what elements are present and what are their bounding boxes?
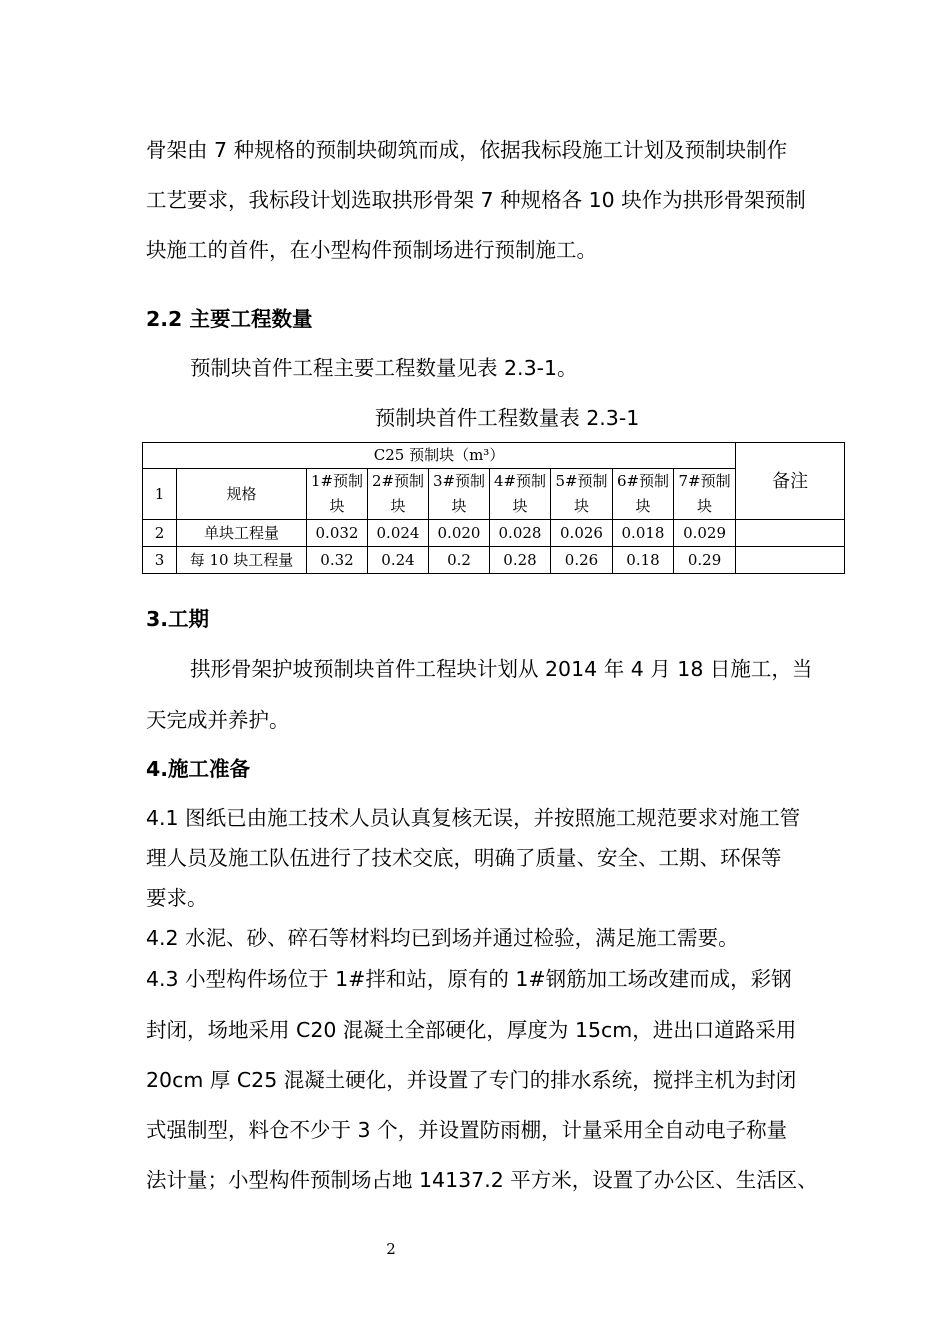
- value-cell: 0.024: [368, 520, 429, 547]
- remark-cell: [736, 520, 845, 547]
- body-text-line: 理人员及施工队伍进行了技术交底，明确了质量、安全、工期、环保等: [146, 846, 782, 870]
- column-header-cell: 7#预制块: [674, 469, 736, 520]
- section-intro-text: 预制块首件工程主要工程数量见表 2.3-1。: [190, 356, 578, 380]
- table-caption: 预制块首件工程数量表 2.3-1: [374, 406, 640, 430]
- value-cell: 0.029: [674, 520, 736, 547]
- value-cell: 0.018: [613, 520, 674, 547]
- value-cell: 0.032: [307, 520, 368, 547]
- section-heading-2-2: 2.2 主要工程数量: [146, 307, 313, 331]
- body-text-line: 式强制型，料仓不少于 3 个，并设置防雨棚，计量采用全自动电子称量: [146, 1118, 788, 1142]
- value-cell: 0.020: [429, 520, 490, 547]
- body-text-line: 4.2 水泥、砂、碎石等材料均已到场并通过检验，满足施工需要。: [146, 926, 739, 950]
- section-heading-3: 3.工期: [146, 607, 210, 631]
- spec-header-cell: 规格: [177, 469, 307, 520]
- value-cell: 0.2: [429, 547, 490, 574]
- value-cell: 0.29: [674, 547, 736, 574]
- remark-cell: [736, 547, 845, 574]
- body-text-line: 20cm 厚 C25 混凝土硬化，并设置了专门的排水系统，搅拌主机为封闭: [146, 1068, 797, 1092]
- value-cell: 0.32: [307, 547, 368, 574]
- body-text-line: 法计量；小型构件预制场占地 14137.2 平方米，设置了办公区、生活区、: [146, 1168, 818, 1192]
- quantity-table: [142, 442, 845, 574]
- body-text-line: 封闭，场地采用 C20 混凝土全部硬化，厚度为 15cm，进出口道路采用: [146, 1018, 797, 1042]
- remark-header-cell: 备注: [736, 443, 845, 520]
- value-cell: 0.026: [551, 520, 613, 547]
- row-label-cell: 单块工程量: [177, 520, 307, 547]
- body-text-line: 4.3 小型构件场位于 1#拌和站，原有的 1#钢筋加工场改建而成，彩钢: [146, 967, 792, 991]
- value-cell: 0.028: [490, 520, 551, 547]
- table-row: [143, 520, 845, 547]
- row-index-cell: 1: [143, 469, 177, 520]
- body-text-line: 工艺要求，我标段计划选取拱形骨架 7 种规格各 10 块作为拱形骨架预制: [146, 188, 806, 212]
- body-text-line: 4.1 图纸已由施工技术人员认真复核无误，并按照施工规范要求对施工管: [146, 806, 801, 830]
- value-cell: 0.26: [551, 547, 613, 574]
- row-index-cell: 2: [143, 520, 177, 547]
- group-header-cell: C25 预制块（m³）: [143, 443, 736, 469]
- body-text-line: 块施工的首件，在小型构件预制场进行预制施工。: [146, 238, 597, 262]
- page-number: 2: [386, 1240, 396, 1258]
- row-index-cell: 3: [143, 547, 177, 574]
- body-text-line: 骨架由 7 种规格的预制块砌筑而成，依据我标段施工计划及预制块制作: [146, 138, 788, 162]
- body-text-line: 要求。: [146, 886, 208, 910]
- value-cell: 0.24: [368, 547, 429, 574]
- value-cell: 0.28: [490, 547, 551, 574]
- body-text-line: 拱形骨架护坡预制块首件工程块计划从 2014 年 4 月 18 日施工，当: [190, 657, 813, 681]
- table-row: [143, 547, 845, 574]
- value-cell: 0.18: [613, 547, 674, 574]
- body-text-line: 天完成并养护。: [146, 708, 290, 732]
- column-header-cell: 3#预制块: [429, 469, 490, 520]
- column-header-cell: 5#预制块: [551, 469, 613, 520]
- column-header-cell: 1#预制块: [307, 469, 368, 520]
- column-header-cell: 2#预制块: [368, 469, 429, 520]
- section-heading-4: 4.施工准备: [146, 757, 251, 781]
- column-header-cell: 6#预制块: [613, 469, 674, 520]
- column-header-cell: 4#预制块: [490, 469, 551, 520]
- row-label-cell: 每 10 块工程量: [177, 547, 307, 574]
